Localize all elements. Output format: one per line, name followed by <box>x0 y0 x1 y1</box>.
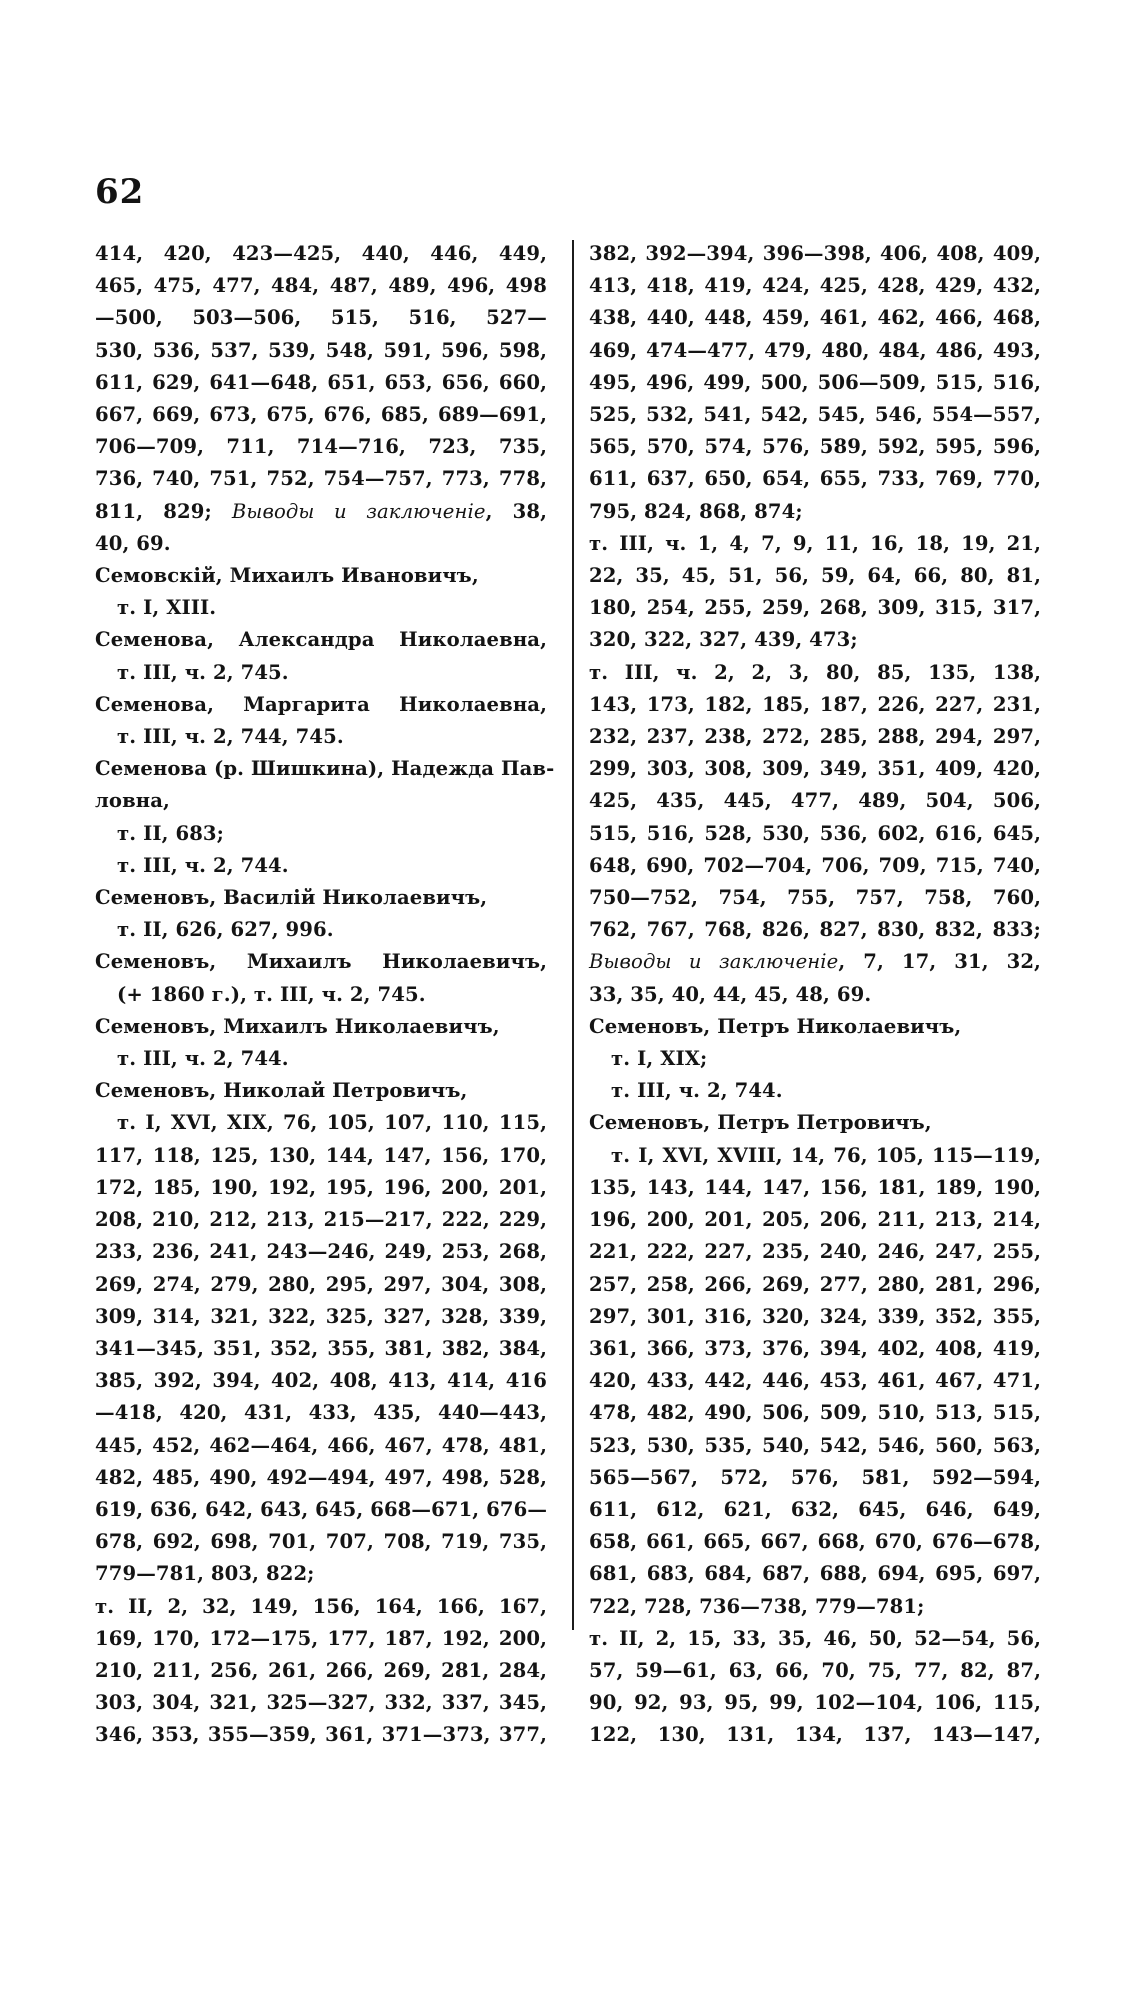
index-line: 169, 170, 172—175, 177, 187, 192, 200, <box>95 1626 547 1650</box>
index-line: 180, 254, 255, 259, 268, 309, 315, 317, <box>589 596 1041 620</box>
index-line: 722, 728, 736—738, 779—781; <box>589 1594 925 1618</box>
index-line: 811, 829; Выводы и заключеніе, 38, <box>95 499 548 523</box>
index-line: Семенова, Маргарита Николаевна, <box>95 692 547 716</box>
index-line: (+ 1860 г.), т. III, ч. 2, 745. <box>117 982 426 1006</box>
index-line: Семеновъ, Петръ Николаевичъ, <box>589 1014 962 1038</box>
index-line: 385, 392, 394, 402, 408, 413, 414, 416 <box>95 1369 547 1393</box>
index-line: Выводы и заключеніе, 7, 17, 31, 32, <box>589 950 1041 974</box>
index-line: 221, 222, 227, 235, 240, 246, 247, 255, <box>589 1240 1041 1264</box>
index-line: 233, 236, 241, 243—246, 249, 253, 268, <box>95 1240 547 1264</box>
index-line: Семенова, Александра Николаевна, <box>95 628 547 652</box>
index-line: 299, 303, 308, 309, 349, 351, 409, 420, <box>589 757 1041 781</box>
index-line: 425, 435, 445, 477, 489, 504, 506, <box>589 789 1041 813</box>
index-line: т. I, XVI, XIX, 76, 105, 107, 110, 115, <box>117 1111 547 1135</box>
index-line: 309, 314, 321, 322, 325, 327, 328, 339, <box>95 1304 547 1328</box>
index-line: 495, 496, 499, 500, 506—509, 515, 516, <box>589 370 1041 394</box>
index-line: 648, 690, 702—704, 706, 709, 715, 740, <box>589 853 1041 877</box>
index-line: т. III, ч. 2, 744, 745. <box>117 725 344 749</box>
index-line: 795, 824, 868, 874; <box>589 499 803 523</box>
index-line: 135, 143, 144, 147, 156, 181, 189, 190, <box>589 1175 1041 1199</box>
index-line: 346, 353, 355—359, 361, 371—373, 377, <box>95 1723 547 1747</box>
index-line: 525, 532, 541, 542, 545, 546, 554—557, <box>589 403 1041 427</box>
index-line: 530, 536, 537, 539, 548, 591, 596, 598, <box>95 338 547 362</box>
index-line: 465, 475, 477, 484, 487, 489, 496, 498 <box>95 274 547 298</box>
index-line: 469, 474—477, 479, 480, 484, 486, 493, <box>589 338 1041 362</box>
index-line: —500, 503—506, 515, 516, 527— <box>95 306 547 330</box>
index-line: т. I, XVI, XVIII, 14, 76, 105, 115—119, <box>611 1143 1041 1167</box>
index-line: 611, 612, 621, 632, 645, 646, 649, <box>589 1497 1041 1521</box>
index-line: 57, 59—61, 63, 66, 70, 75, 77, 82, 87, <box>589 1658 1041 1682</box>
index-line: т. II, 2, 32, 149, 156, 164, 166, 167, <box>95 1594 547 1618</box>
index-line: 482, 485, 490, 492—494, 497, 498, 528, <box>95 1465 547 1489</box>
index-line: ловна, <box>95 789 170 813</box>
index-line: 762, 767, 768, 826, 827, 830, 832, 833; <box>589 918 1041 942</box>
column-divider <box>572 240 574 1630</box>
index-line: 565—567, 572, 576, 581, 592—594, <box>589 1465 1041 1489</box>
index-line: 438, 440, 448, 459, 461, 462, 466, 468, <box>589 306 1041 330</box>
index-line: —418, 420, 431, 433, 435, 440—443, <box>95 1401 547 1425</box>
index-line: Семеновъ, Петръ Петровичъ, <box>589 1111 932 1135</box>
index-line: т. III, ч. 2, 744. <box>117 853 289 877</box>
index-line: 750—752, 754, 755, 757, 758, 760, <box>589 886 1041 910</box>
index-line: 361, 366, 373, 376, 394, 402, 408, 419, <box>589 1336 1041 1360</box>
index-line: 382, 392—394, 396—398, 406, 408, 409, <box>589 242 1041 265</box>
index-line: Семенова (р. Шишкина), Надежда Пав- <box>95 757 555 781</box>
index-line: 658, 661, 665, 667, 668, 670, 676—678, <box>589 1530 1041 1554</box>
index-line: 196, 200, 201, 205, 206, 211, 213, 214, <box>589 1208 1041 1232</box>
index-line: 619, 636, 642, 643, 645, 668—671, 676— <box>95 1497 548 1521</box>
index-line: 681, 683, 684, 687, 688, 694, 695, 697, <box>589 1562 1041 1586</box>
index-line: 22, 35, 45, 51, 56, 59, 64, 66, 80, 81, <box>589 564 1041 588</box>
index-line: 678, 692, 698, 701, 707, 708, 719, 735, <box>95 1530 547 1554</box>
index-line: т. I, XIX; <box>611 1047 708 1071</box>
page-number: 62 <box>95 172 145 212</box>
index-line: 208, 210, 212, 213, 215—217, 222, 229, <box>95 1208 547 1232</box>
index-line: 611, 629, 641—648, 651, 653, 656, 660, <box>95 370 547 394</box>
index-line: 303, 304, 321, 325—327, 332, 337, 345, <box>95 1691 547 1715</box>
index-column-left <box>95 238 555 1752</box>
index-line: т. II, 626, 627, 996. <box>117 918 334 942</box>
index-line: 117, 118, 125, 130, 144, 147, 156, 170, <box>95 1143 547 1167</box>
index-line: т. III, ч. 1, 4, 7, 9, 11, 16, 18, 19, 21, <box>589 531 1041 555</box>
index-column-right <box>589 238 1041 1752</box>
index-line: 420, 433, 442, 446, 453, 461, 467, 471, <box>589 1369 1041 1393</box>
index-line: т. III, ч. 2, 744. <box>117 1047 289 1071</box>
index-line: 143, 173, 182, 185, 187, 226, 227, 231, <box>589 692 1041 716</box>
index-line: 413, 418, 419, 424, 425, 428, 429, 432, <box>589 274 1041 298</box>
index-line: 257, 258, 266, 269, 277, 280, 281, 296, <box>589 1272 1041 1296</box>
index-line: 706—709, 711, 714—716, 723, 735, <box>95 435 547 459</box>
index-line: 341—345, 351, 352, 355, 381, 382, 384, <box>95 1336 547 1360</box>
index-line: 779—781, 803, 822; <box>95 1562 315 1586</box>
index-line: Семеновъ, Михаилъ Николаевичъ, <box>95 1014 500 1038</box>
index-line: Семовскій, Михаилъ Ивановичъ, <box>95 564 479 588</box>
index-line: 523, 530, 535, 540, 542, 546, 560, 563, <box>589 1433 1041 1457</box>
index-line: т. I, XIII. <box>117 596 217 620</box>
index-line: 414, 420, 423—425, 440, 446, 449, <box>95 242 547 265</box>
index-line: 122, 130, 131, 134, 137, 143—147, <box>589 1723 1041 1747</box>
index-line: 210, 211, 256, 261, 266, 269, 281, 284, <box>95 1658 547 1682</box>
index-line: 478, 482, 490, 506, 509, 510, 513, 515, <box>589 1401 1041 1425</box>
index-line: 172, 185, 190, 192, 195, 196, 200, 201, <box>95 1175 547 1199</box>
index-line: Семеновъ, Николай Петровичъ, <box>95 1079 468 1103</box>
index-line: 320, 322, 327, 439, 473; <box>589 628 858 652</box>
index-line: 736, 740, 751, 752, 754—757, 773, 778, <box>95 467 547 491</box>
index-line: 611, 637, 650, 654, 655, 733, 769, 770, <box>589 467 1041 491</box>
index-line: 40, 69. <box>95 531 171 555</box>
index-line: 565, 570, 574, 576, 589, 592, 595, 596, <box>589 435 1041 459</box>
index-line: т. III, ч. 2, 744. <box>611 1079 783 1103</box>
index-line: 667, 669, 673, 675, 676, 685, 689—691, <box>95 403 547 427</box>
index-line: т. II, 683; <box>117 821 224 845</box>
index-line: т. III, ч. 2, 745. <box>117 660 289 684</box>
index-line: 297, 301, 316, 320, 324, 339, 352, 355, <box>589 1304 1041 1328</box>
index-line: 90, 92, 93, 95, 99, 102—104, 106, 115, <box>589 1691 1041 1715</box>
index-line: 445, 452, 462—464, 466, 467, 478, 481, <box>95 1433 547 1457</box>
index-line: т. II, 2, 15, 33, 35, 46, 50, 52—54, 56, <box>589 1626 1041 1650</box>
index-line: 269, 274, 279, 280, 295, 297, 304, 308, <box>95 1272 547 1296</box>
index-line: т. III, ч. 2, 2, 3, 80, 85, 135, 138, <box>589 660 1041 684</box>
index-line: 515, 516, 528, 530, 536, 602, 616, 645, <box>589 821 1041 845</box>
index-line: 232, 237, 238, 272, 285, 288, 294, 297, <box>589 725 1041 749</box>
index-line: Семеновъ, Михаилъ Николаевичъ, <box>95 950 547 974</box>
index-line: 33, 35, 40, 44, 45, 48, 69. <box>589 982 872 1006</box>
index-line: Семеновъ, Василій Николаевичъ, <box>95 886 488 910</box>
